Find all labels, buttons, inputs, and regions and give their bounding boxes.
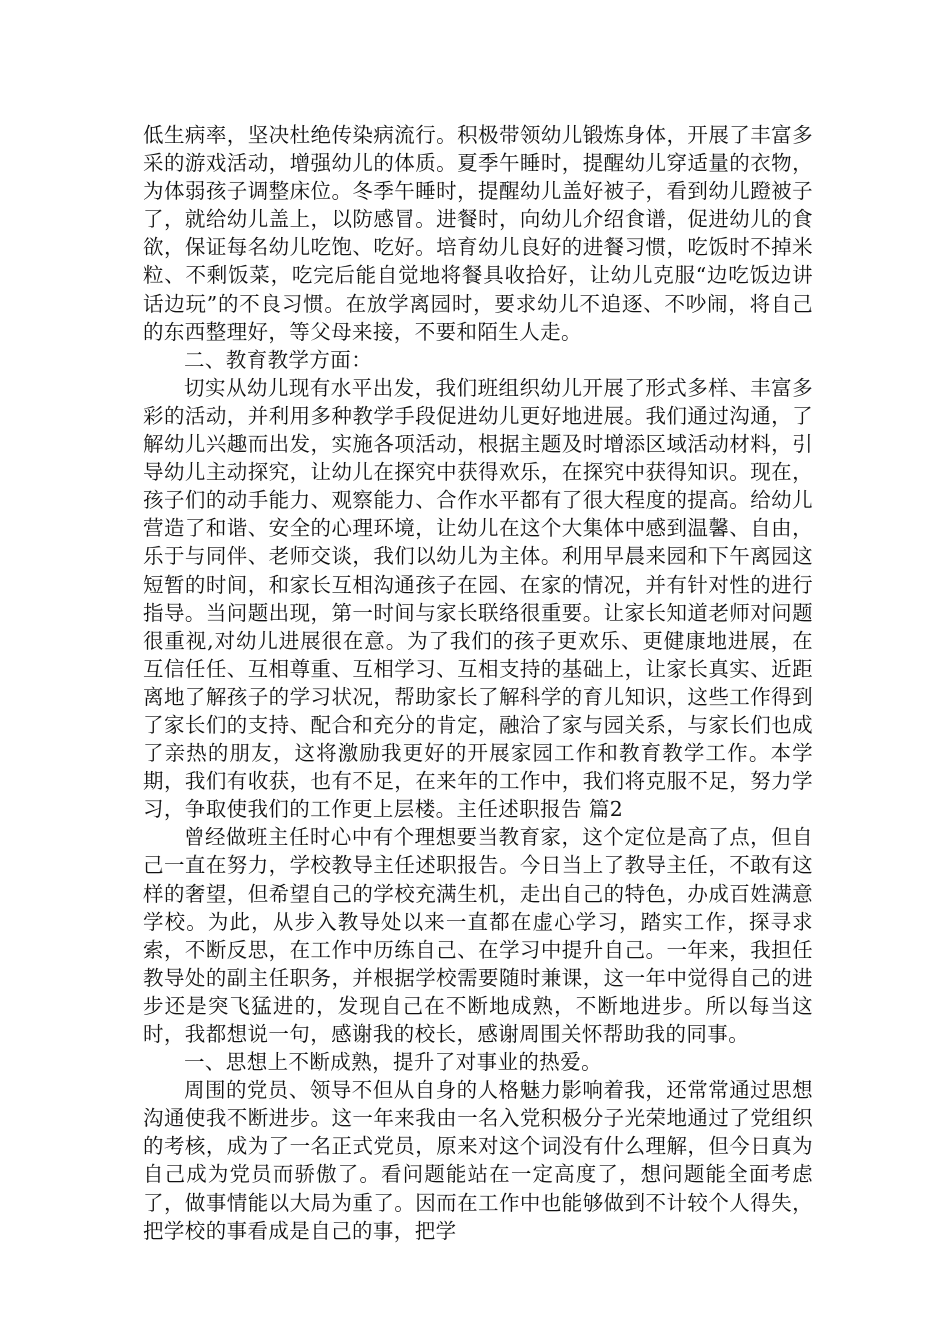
paragraph-1: 低生病率，坚决杜绝传染病流行。积极带领幼儿锻炼身体，开展了丰富多采的游戏活动，增强幼儿的体质。夏季午睡时，提醒幼儿穿适量的衣物，为体弱孩子调整床位。冬季午睡时，提醒幼儿盖好被子，看到幼儿蹬被子了，就给幼儿盖上，以防感冒。进餐时，向幼儿介绍食谱，促进幼儿的食欲，保证每名幼儿吃饱、吃好。培育幼儿良好的进餐习惯，吃饭时不掉米粒、不剩饭菜，吃完后能自觉地将餐具收拾好，让幼儿克服“边吃饭边讲话边玩”的不良习惯。在放学离园时，要求幼儿不追逐、不吵闹，将自己的东西整理好，等父母来接，不要和陌生人走。 — [143, 123, 813, 344]
paragraph-3: 切实从幼儿现有水平出发，我们班组织幼儿开展了形式多样、丰富多彩的活动，并利用多种教学手段促进幼儿更好地进展。我们通过沟通，了解幼儿兴趣而出发，实施各项活动，根据主题及时增添区域活动材料，引导幼儿主动探究，让幼儿在探究中获得欢乐，在探究中获得知识。现在，孩子们的动手能力、观察能力、合作水平都有了很大程度的提高。给幼儿营造了和谐、安全的心理环境，让幼儿在这个大集体中感到温馨、自由，乐于与同伴、老师交谈，我们以幼儿为主体。利用早晨来园和下午离园这短暂的时间，和家长互相沟通孩子在园、在家的情况，并有针对性的进行指导。当问题出现，第一时间与家长联络很重要。让家长知道老师对问题很重视,对幼儿进展很在意。为了我们的孩子更欢乐、更健康地进展，在互信任任、互相尊重、互相学习、互相支持的基础上，让家长真实、近距离地了解孩子的学习状况，帮助家长了解科学的育儿知识，这些工作得到了家长们的支持、配合和充分的肯定，融洽了家与园关系，与家长们也成了亲热的朋友，这将激励我更好的开展家园工作和教育教学工作。本学期，我们有收获，也有不足，在来年的工作中，我们将克服不足，努力学习，争取使我们的工作更上层楼。主任述职报告 篇2 — [143, 375, 813, 822]
paragraph-6: 周围的党员、领导不但从自身的人格魅力影响着我，还常常通过思想沟通使我不断进步。这一年来我由一名入党积极分子光荣地通过了党组织的考核，成为了一名正式党员，原来对这个词没有什么理解，但今日真为自己成为党员而骄傲了。看问题能站在一定高度了，想问题能全面考虑了，做事情能以大局为重了。因而在工作中也能够做到不计较个人得失，把学校的事看成是自己的事，把学 — [143, 1078, 813, 1243]
section-heading-thought: 一、思想上不断成熟，提升了对事业的热爱。 — [184, 1050, 602, 1075]
paragraph-4: 曾经做班主任时心中有个理想要当教育家，这个定位是高了点，但自己一直在努力，学校教导主任述职报告。今日当上了教导主任，不敢有这样的奢望，但希望自己的学校充满生机，走出自己的特色，办成百姓满意学校。为此，从步入教导处以来一直都在虚心学习，踏实工作，探寻求索，不断反思，在工作中历练自己、在学习中提升自己。一年来，我担任教导处的副主任职务，并根据学校需要随时兼课，这一年中觉得自己的进步还是突飞猛进的，发现自己在不断地成熟，不断地进步。所以每当这时，我都想说一句，感谢我的校长，感谢周围关怀帮助我的同事。 — [143, 825, 813, 1046]
document-body — [143, 121, 813, 1245]
section-heading-education: 二、教育教学方面： — [184, 347, 373, 372]
